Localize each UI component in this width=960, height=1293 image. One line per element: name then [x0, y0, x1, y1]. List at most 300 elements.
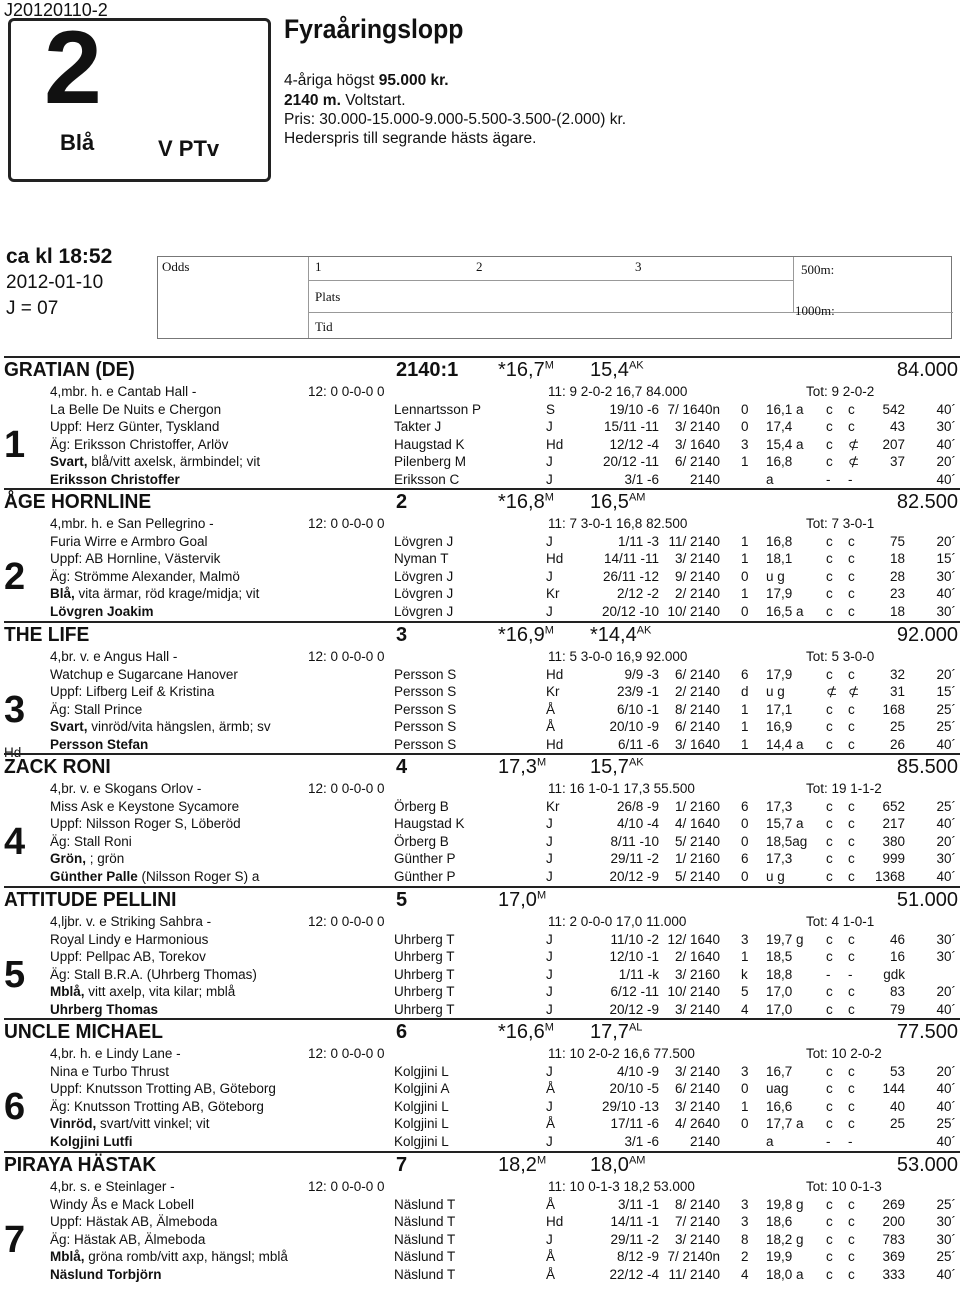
start-odds: 43 [889, 419, 905, 435]
horse-info-line [50, 1196, 194, 1213]
start-odds: 542 [882, 401, 905, 417]
start-form-mark: c [826, 1267, 833, 1282]
start-form-mark: c [826, 798, 833, 814]
stats-total: Tot: 10 2-0-2 [806, 1046, 882, 1061]
info-text: Persson Stefan [50, 737, 149, 752]
start-track: J [546, 966, 553, 982]
start-track: Hd [546, 1214, 564, 1230]
record-suffix: AM [628, 491, 646, 504]
horse-info-line [50, 1266, 162, 1283]
start-track: Å [546, 1267, 556, 1282]
start-start-interval: 30´ [936, 419, 956, 435]
horse-info-line [50, 1080, 276, 1097]
start-km-time: u g [766, 684, 785, 700]
horse-info-line [50, 1001, 158, 1018]
start-position: 2140:1 [396, 359, 459, 381]
record-time [498, 624, 554, 647]
start-placing: 5 [741, 984, 749, 1000]
horse-info-line [50, 833, 132, 850]
start-odds: 28 [889, 568, 905, 584]
horse-info-line [50, 1133, 132, 1150]
start-driver: Eriksson C [394, 472, 460, 487]
record-time [498, 491, 554, 514]
record-value: 17,3 [498, 756, 537, 778]
horse-name: ÅGE HORNLINE [4, 491, 152, 513]
info-text: Äg: Stall Prince [50, 701, 143, 717]
record-value: *16,6 [498, 1021, 545, 1043]
start-post-distance: 7/ 2140 [674, 1214, 720, 1230]
record-suffix: M [536, 1154, 547, 1167]
record-value: 15,7 [590, 756, 629, 778]
record-time-2 [590, 491, 645, 514]
start-odds: 168 [882, 701, 905, 717]
start-date: 6/10 -1 [616, 701, 659, 717]
start-km-time: 19,8 g [766, 1196, 804, 1212]
start-driver: Nyman T [394, 551, 449, 567]
start-start-interval: 40´ [936, 869, 956, 884]
start-km-time: 17,0 [766, 1002, 793, 1017]
start-km-time: 18,1 [766, 551, 793, 567]
start-form-mark: c [826, 1231, 833, 1247]
record-suffix: AK [628, 756, 644, 769]
start-start-interval: 40´ [936, 1002, 956, 1017]
start-date: 12/10 -1 [609, 949, 659, 965]
race-info-line: Hederspris till segrande hästs ägare. [284, 130, 537, 147]
start-date: 4/10 -4 [616, 816, 659, 832]
start-track: J [546, 472, 553, 487]
start-form-mark: c [826, 1081, 833, 1097]
start-date: 14/11 -1 [610, 1214, 659, 1230]
start-track: Å [546, 1196, 556, 1212]
start-start-interval: 20´ [936, 1063, 956, 1079]
race-info-line: 2140 m. Voltstart. [284, 92, 406, 109]
start-date: 29/11 -2 [610, 851, 659, 867]
start-date: 1/11 -3 [617, 533, 659, 549]
start-date: 26/8 -9 [616, 798, 659, 814]
record-value: 17,0 [498, 889, 537, 911]
horse-header [4, 356, 960, 381]
start-form-mark: c [848, 798, 855, 814]
start-date: 20/10 -5 [609, 1081, 659, 1097]
start-start-interval: 40´ [936, 816, 956, 832]
record-suffix: AL [628, 1021, 643, 1034]
horse-earnings: 92.000 [896, 624, 958, 646]
start-odds: 31 [889, 684, 905, 700]
start-start-interval: 30´ [936, 1231, 956, 1247]
horse-pedigree: 4,br. v. e Skogans Orlov - [50, 781, 202, 796]
start-post-distance: 2/ 2140 [674, 684, 720, 700]
horse-number: 4 [4, 821, 26, 863]
start-driver: Pilenberg M [394, 454, 467, 470]
start-placing: 3 [741, 1063, 749, 1079]
start-track: Kr [546, 684, 560, 700]
start-km-time: u g [766, 568, 785, 584]
start-start-interval: 20´ [936, 833, 956, 849]
start-form-mark: c [848, 869, 855, 884]
start-odds: 37 [889, 454, 905, 470]
start-placing: 1 [741, 454, 749, 470]
start-date: 29/10 -13 [601, 1098, 659, 1114]
record-suffix: M [544, 1021, 554, 1034]
start-driver: Takter J [394, 419, 442, 435]
start-track: J [546, 851, 553, 867]
info-text-rest: vitt axelp, vita kilar; mblå [84, 984, 236, 1000]
start-km-time: 16,8 [766, 533, 793, 549]
race-info-line: Pris: 30.000-15.000-9.000-5.500-3.500-(2.000) kr. [284, 111, 627, 128]
start-post-distance: 2140 [689, 1134, 720, 1149]
record-suffix: M [536, 756, 547, 769]
horse-info-line [50, 798, 239, 815]
start-form-mark: c [848, 1116, 855, 1132]
start-form-mark: ⊄ [848, 436, 860, 452]
start-odds: 79 [889, 1002, 905, 1017]
start-driver: Uhrberg T [394, 1002, 455, 1017]
record-time-2 [590, 1154, 645, 1177]
horse-info-line [50, 436, 228, 453]
place-2-label: 2 [476, 259, 483, 274]
horse-info-line [50, 736, 148, 753]
start-odds: 333 [882, 1267, 905, 1282]
info-text-rest: ; grön [86, 851, 125, 867]
record-time-2 [590, 756, 644, 779]
start-placing: 1 [741, 719, 749, 735]
start-km-time: uag [766, 1081, 789, 1097]
start-driver: Kolgjini L [394, 1098, 449, 1114]
start-position: 6 [396, 1021, 408, 1043]
info-text-rest: (Nilsson Roger S) a [137, 869, 260, 884]
start-km-time: 18,6 [766, 1214, 793, 1230]
start-placing: d [741, 684, 749, 700]
start-driver: Uhrberg T [394, 984, 455, 1000]
start-post-distance: 6/ 2140 [674, 1081, 720, 1097]
start-placing: 3 [741, 436, 749, 452]
start-position: 4 [396, 756, 408, 778]
start-driver: Günther P [394, 851, 456, 867]
stats-2011: 11: 9 2-0-2 16,7 84.000 [548, 384, 688, 399]
info-text: Miss Ask e Keystone Sycamore [50, 798, 240, 814]
start-post-distance: 3/ 1640 [674, 436, 720, 452]
start-track: J [546, 454, 553, 470]
record-value: 18,2 [498, 1154, 537, 1176]
start-track: J [546, 1063, 553, 1079]
start-form-mark: c [826, 568, 833, 584]
start-placing: 6 [741, 666, 749, 682]
start-start-interval: 30´ [936, 1214, 956, 1230]
stats-total: Tot: 4 1-0-1 [806, 914, 875, 929]
place-1-label: 1 [315, 259, 322, 274]
start-odds: 18 [889, 604, 905, 619]
start-odds: 53 [889, 1063, 905, 1079]
start-odds: 16 [889, 949, 905, 965]
info-text: Windy Ås e Mack Lobell [50, 1196, 195, 1212]
stats-2012: 12: 0 0-0-0 0 [308, 781, 385, 796]
start-driver: Näslund T [394, 1214, 456, 1230]
start-post-distance: 7/ 2140n [667, 1249, 720, 1265]
start-form-mark: c [848, 949, 855, 965]
start-form-mark: - [848, 472, 853, 487]
start-km-time: 16,8 [766, 454, 793, 470]
start-driver: Kolgjini L [394, 1116, 449, 1132]
start-driver: Lennartsson P [394, 401, 482, 417]
start-placing: 1 [741, 1098, 749, 1114]
start-odds: 652 [882, 798, 905, 814]
horse-name: PIRAYA HÄSTAK [4, 1154, 157, 1176]
start-post-distance: 9/ 2140 [674, 568, 720, 584]
start-placing: 1 [741, 949, 749, 965]
stats-2012: 12: 0 0-0-0 0 [308, 649, 385, 664]
start-placing: 2 [741, 1249, 749, 1265]
horse-name: ATTITUDE PELLINI [4, 889, 177, 911]
info-text: Uppf: AB Hornline, Västervik [50, 551, 221, 567]
start-post-distance: 5/ 2140 [674, 833, 720, 849]
start-form-mark: - [826, 472, 831, 487]
start-driver: Näslund T [394, 1231, 456, 1247]
horse-name: ZACK RONI [4, 756, 111, 778]
stats-2012: 12: 0 0-0-0 0 [308, 1046, 385, 1061]
start-date: 4/10 -9 [616, 1063, 659, 1079]
start-track: J [546, 869, 553, 884]
info-text-rest: vita ärmar, röd krage/midja; vit [74, 586, 260, 602]
start-post-distance: 3/ 2140 [674, 1098, 720, 1114]
start-form-mark: c [848, 551, 855, 567]
start-driver: Näslund T [394, 1196, 456, 1212]
start-start-interval: 25´ [936, 1196, 956, 1212]
info-text: Watchup e Sugarcane Hanover [50, 666, 238, 682]
start-form-mark: c [826, 931, 833, 947]
result-table [157, 256, 952, 339]
info-text: La Belle De Nuits e Chergon [50, 401, 222, 417]
start-form-mark: c [848, 737, 855, 752]
start-km-time: 16,9 [766, 719, 793, 735]
start-form-mark: c [826, 551, 833, 567]
stats-2011: 11: 16 1-0-1 17,3 55.500 [548, 781, 695, 796]
horse-header [4, 1018, 960, 1043]
start-position: 2 [396, 491, 408, 513]
start-date: 20/10 -9 [609, 719, 659, 735]
horse-info-line [50, 948, 206, 965]
start-odds: 83 [889, 984, 905, 1000]
start-placing: 1 [741, 586, 749, 602]
info-text-rest: svart/vitt vinkel; vit [96, 1116, 210, 1132]
start-driver: Lövgren J [394, 604, 454, 619]
horse-number: 5 [4, 954, 26, 996]
horse-info-line [50, 966, 257, 983]
start-form-mark: c [826, 1214, 833, 1230]
start-date: 20/12 -11 [602, 454, 659, 470]
start-post-distance: 4/ 2640 [674, 1116, 720, 1132]
info-text: Uhrberg Thomas [50, 1002, 159, 1017]
info-text: Äg: Knutsson Trotting AB, Göteborg [50, 1098, 264, 1114]
info-text: Vinröd, [50, 1116, 97, 1132]
start-form-mark: c [826, 701, 833, 717]
start-driver: Lövgren J [394, 533, 454, 549]
start-form-mark: c [826, 1249, 833, 1265]
start-placing: 0 [741, 869, 749, 884]
record-suffix: M [544, 624, 554, 637]
start-date: 19/10 -6 [609, 401, 659, 417]
info-text: Eriksson Christoffer [50, 472, 180, 487]
start-placing: 0 [741, 604, 749, 619]
start-position: 7 [396, 1154, 408, 1176]
start-odds: 217 [882, 816, 905, 832]
start-date: 3/11 -1 [617, 1196, 659, 1212]
start-start-interval: 25´ [936, 719, 956, 735]
start-post-distance: 11/ 2140 [668, 1267, 720, 1282]
start-km-time: 18,8 [766, 966, 793, 982]
start-track: J [546, 931, 553, 947]
horse-number: 1 [4, 424, 26, 466]
horse-earnings: 51.000 [896, 889, 958, 911]
start-placing: 1 [741, 737, 749, 752]
start-km-time: 19,7 g [766, 931, 804, 947]
start-driver: Örberg B [394, 833, 449, 849]
start-form-mark: c [848, 1214, 855, 1230]
horse-info-line [50, 931, 208, 948]
start-km-time: 16,7 [766, 1063, 793, 1079]
record-suffix: AK [636, 624, 652, 637]
start-track: J [546, 984, 553, 1000]
info-text: Uppf: Knutsson Trotting AB, Göteborg [50, 1081, 276, 1097]
horse-info-line [50, 983, 235, 1000]
horse-info-line [50, 471, 180, 488]
stats-2011: 11: 10 2-0-2 16,6 77.500 [548, 1046, 695, 1061]
start-track: Å [546, 719, 556, 735]
start-placing: 0 [741, 833, 749, 849]
record-value: 17,7 [590, 1021, 629, 1043]
start-form-mark: c [848, 851, 855, 867]
start-form-mark: c [826, 816, 833, 832]
start-odds: 18 [889, 551, 905, 567]
start-post-distance: 4/ 1640 [674, 816, 720, 832]
horse-earnings: 77.500 [896, 1021, 958, 1043]
info-text: Svart, [50, 719, 88, 735]
info-text: Uppf: Herz Günter, Tyskland [50, 419, 220, 435]
start-form-mark: c [848, 931, 855, 947]
start-start-interval: 30´ [936, 931, 956, 947]
start-km-time: a [766, 472, 774, 487]
start-km-time: 18,0 a [766, 1267, 804, 1282]
horse-header [4, 1151, 960, 1176]
record-time-2 [590, 1021, 642, 1044]
record-suffix: M [536, 889, 547, 902]
horse-info-line [50, 603, 154, 620]
start-track: J [546, 419, 553, 435]
start-form-mark: c [826, 401, 833, 417]
start-start-interval: 40´ [936, 737, 956, 752]
info-text: Uppf: Pellpac AB, Torekov [50, 949, 206, 965]
start-post-distance: 3/ 2160 [674, 966, 720, 982]
start-driver: Näslund T [394, 1249, 456, 1265]
record-time-2 [590, 624, 651, 647]
start-start-interval: 30´ [936, 604, 956, 619]
record-value: *16,9 [498, 624, 545, 646]
start-form-mark: c [848, 604, 855, 619]
start-track: J [546, 949, 553, 965]
start-post-distance: 11/ 2140 [668, 533, 720, 549]
start-start-interval: 25´ [936, 1116, 956, 1132]
start-placing: 0 [741, 401, 749, 417]
start-driver: Uhrberg T [394, 966, 455, 982]
start-driver: Persson S [394, 737, 457, 752]
start-driver: Lövgren J [394, 586, 454, 602]
start-date: 20/12 -9 [609, 869, 659, 884]
start-form-mark: c [848, 419, 855, 435]
start-odds: 380 [882, 833, 905, 849]
info-text: Äg: Stall B.R.A. (Uhrberg Thomas) [50, 966, 257, 982]
horse-info-line [50, 1248, 288, 1265]
start-form-mark: c [848, 401, 855, 417]
horse-info-line [50, 850, 124, 867]
start-start-interval: 25´ [936, 798, 956, 814]
info-text-rest: gröna romb/vitt axp, hängsl; mblå [84, 1249, 288, 1265]
start-driver: Kolgjini L [394, 1063, 449, 1079]
start-driver: Günther P [394, 869, 456, 884]
start-track: Å [546, 1249, 556, 1265]
horse-info-line [50, 418, 219, 435]
record-value: 15,4 [590, 359, 629, 381]
start-form-mark: ⊄ [848, 684, 860, 700]
stats-2012: 12: 0 0-0-0 0 [308, 1179, 385, 1194]
horse-info-line [50, 1063, 169, 1080]
start-track: J [546, 833, 553, 849]
start-date: 3/1 -6 [624, 472, 659, 487]
start-post-distance: 12/ 1640 [667, 931, 720, 947]
start-post-distance: 3/ 2140 [674, 419, 720, 435]
race-title: Fyraåringslopp [284, 14, 464, 44]
start-date: 17/11 -6 [610, 1116, 659, 1132]
race-date: 2012-01-10 [6, 272, 104, 293]
start-placing: 3 [741, 1196, 749, 1212]
start-placing: 6 [741, 798, 749, 814]
start-start-interval: 40´ [936, 1267, 956, 1282]
start-form-mark: c [848, 1098, 855, 1114]
horse-header [4, 621, 960, 646]
start-form-mark: c [848, 1196, 855, 1212]
start-placing: 0 [741, 1081, 749, 1097]
start-form-mark: c [826, 1098, 833, 1114]
start-placing: 1 [741, 701, 749, 717]
start-post-distance: 8/ 2140 [674, 1196, 720, 1212]
stats-total: Tot: 9 2-0-2 [806, 384, 875, 399]
horse-info-line [50, 868, 259, 885]
start-driver: Persson S [394, 719, 457, 735]
start-track: Å [546, 1081, 556, 1097]
horse-info-line [50, 453, 260, 470]
start-driver: Näslund T [394, 1267, 456, 1282]
start-date: 6/11 -6 [617, 737, 659, 752]
start-odds: 369 [882, 1249, 905, 1265]
tid-label: Tid [315, 319, 333, 334]
start-form-mark: c [826, 586, 833, 602]
start-date: 2/12 -2 [616, 586, 659, 602]
start-form-mark: c [826, 419, 833, 435]
start-km-time: 17,4 [766, 419, 793, 435]
start-form-mark: c [826, 454, 833, 470]
start-post-distance: 3/ 2140 [674, 1063, 720, 1079]
record-suffix: M [544, 359, 554, 372]
race-info-line: 4-åriga högst 95.000 kr. [284, 72, 449, 89]
start-odds: 25 [889, 719, 905, 735]
start-post-distance: 3/ 2140 [674, 551, 720, 567]
stats-2012: 12: 0 0-0-0 0 [308, 914, 385, 929]
start-form-mark: - [826, 1134, 831, 1149]
info-text: Äg: Strömme Alexander, Malmö [50, 568, 240, 584]
race-number: 2 [44, 10, 100, 126]
record-value: *14,4 [590, 624, 637, 646]
shoe-info: Hd [4, 745, 22, 760]
stats-total: Tot: 7 3-0-1 [806, 516, 875, 531]
start-form-mark: c [826, 719, 833, 735]
